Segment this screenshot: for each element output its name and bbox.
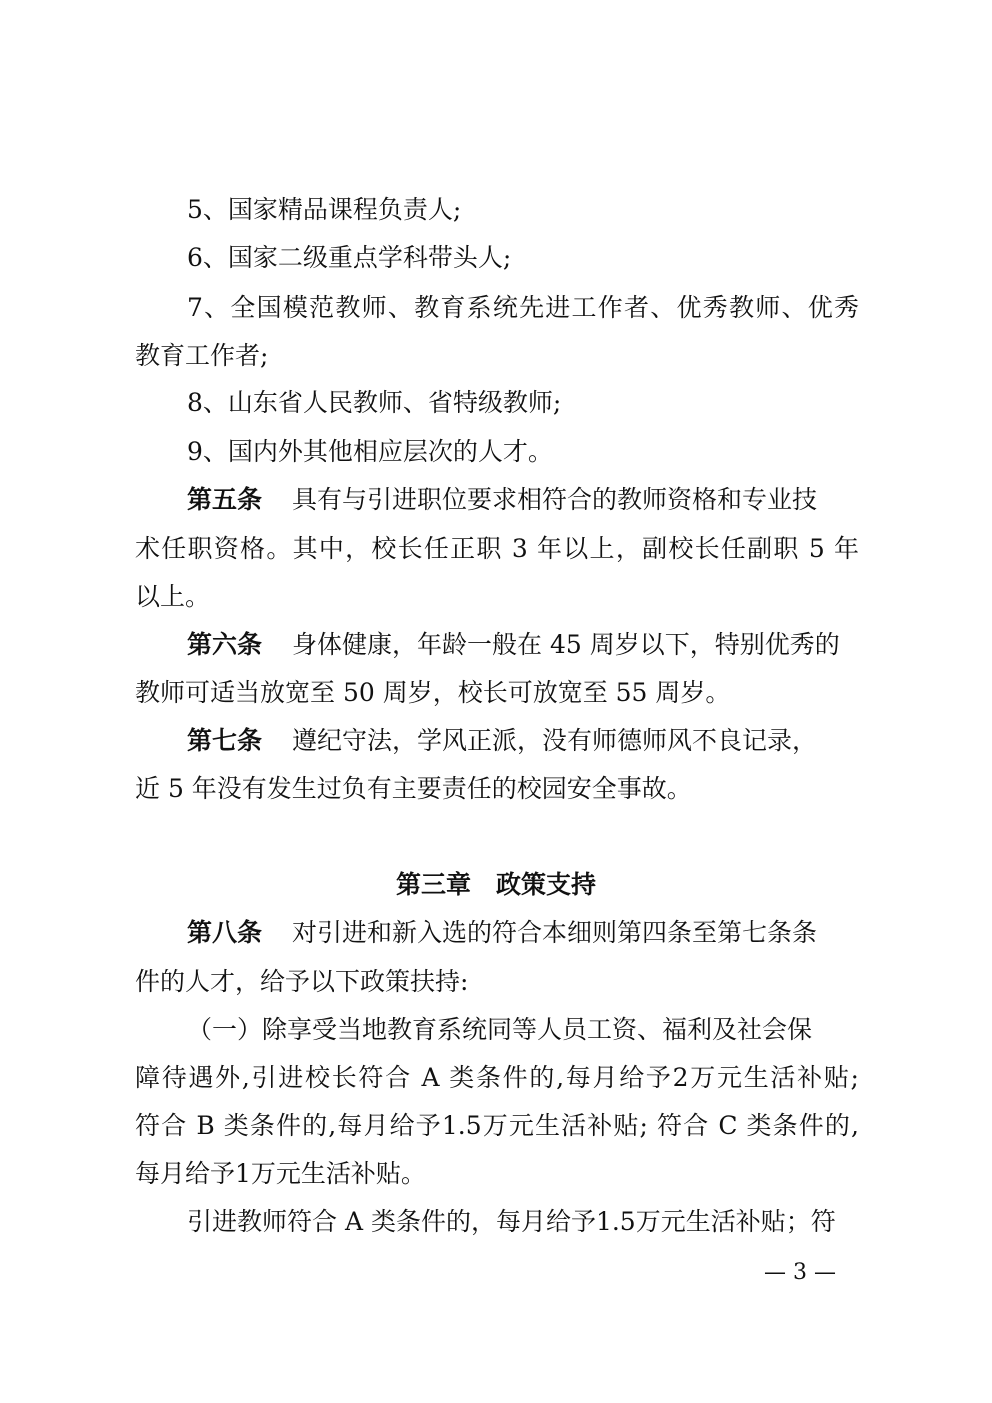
article-5-heading: 第五条 bbox=[187, 485, 263, 514]
list-item-5: 5、国家精品课程负责人; bbox=[187, 195, 462, 224]
article-5-text-1: 具有与引进职位要求相符合的教师资格和专业技 bbox=[292, 485, 818, 514]
article-7-line-2: 近 5 年没有发生过负有主要责任的校园安全事故。 bbox=[135, 774, 692, 803]
list-item-7-line-1: 7、全国模范教师、教育系统先进工作者、优秀教师、优秀 bbox=[187, 293, 859, 322]
article-8-line-1 bbox=[187, 915, 859, 951]
article-8-text-1: 对引进和新入选的符合本细则第四条至第七条条 bbox=[292, 918, 818, 947]
clause-1-line-3: 符合 B 类条件的,每月给予1.5万元生活补贴; 符合 C 类条件的, bbox=[135, 1111, 859, 1140]
article-5-line-2: 术任职资格。其中，校长任正职 3 年以上，副校长任副职 5 年 bbox=[135, 534, 859, 563]
clause-1b-line-1: 引进教师符合 A 类条件的，每月给予1.5万元生活补贴；符 bbox=[187, 1207, 836, 1236]
chapter-title: 第三章 政策支持 bbox=[395, 870, 596, 899]
article-7-text-1: 遵纪守法，学风正派，没有师德师风不良记录， bbox=[292, 726, 818, 755]
clause-1-line-4: 每月给予1万元生活补贴。 bbox=[135, 1159, 426, 1188]
list-item-8: 8、山东省人民教师、省特级教师; bbox=[187, 388, 562, 417]
article-5-line-3: 以上。 bbox=[135, 582, 211, 611]
article-6-heading: 第六条 bbox=[187, 630, 263, 659]
article-8-heading: 第八条 bbox=[187, 918, 263, 947]
clause-1-line-2: 障待遇外,引进校长符合 A 类条件的,每月给予2万元生活补贴; bbox=[135, 1063, 859, 1092]
article-6-text-1: 身体健康，年龄一般在 45 周岁以下，特别优秀的 bbox=[292, 630, 840, 659]
page-number: — 3 — bbox=[764, 1260, 836, 1285]
clause-1-line-1: （一）除享受当地教育系统同等人员工资、福利及社会保 bbox=[187, 1015, 813, 1044]
article-8-line-2: 件的人才，给予以下政策扶持: bbox=[135, 967, 469, 996]
article-6-line-2: 教师可适当放宽至 50 周岁，校长可放宽至 55 周岁。 bbox=[135, 678, 731, 707]
list-item-9: 9、国内外其他相应层次的人才。 bbox=[187, 437, 553, 466]
article-6-line-1 bbox=[187, 627, 859, 663]
article-5-line-1 bbox=[187, 482, 859, 518]
article-7-line-1 bbox=[187, 723, 859, 759]
article-7-heading: 第七条 bbox=[187, 726, 263, 755]
list-item-7-line-2: 教育工作者; bbox=[135, 341, 269, 370]
list-item-6: 6、国家二级重点学科带头人; bbox=[187, 243, 512, 272]
